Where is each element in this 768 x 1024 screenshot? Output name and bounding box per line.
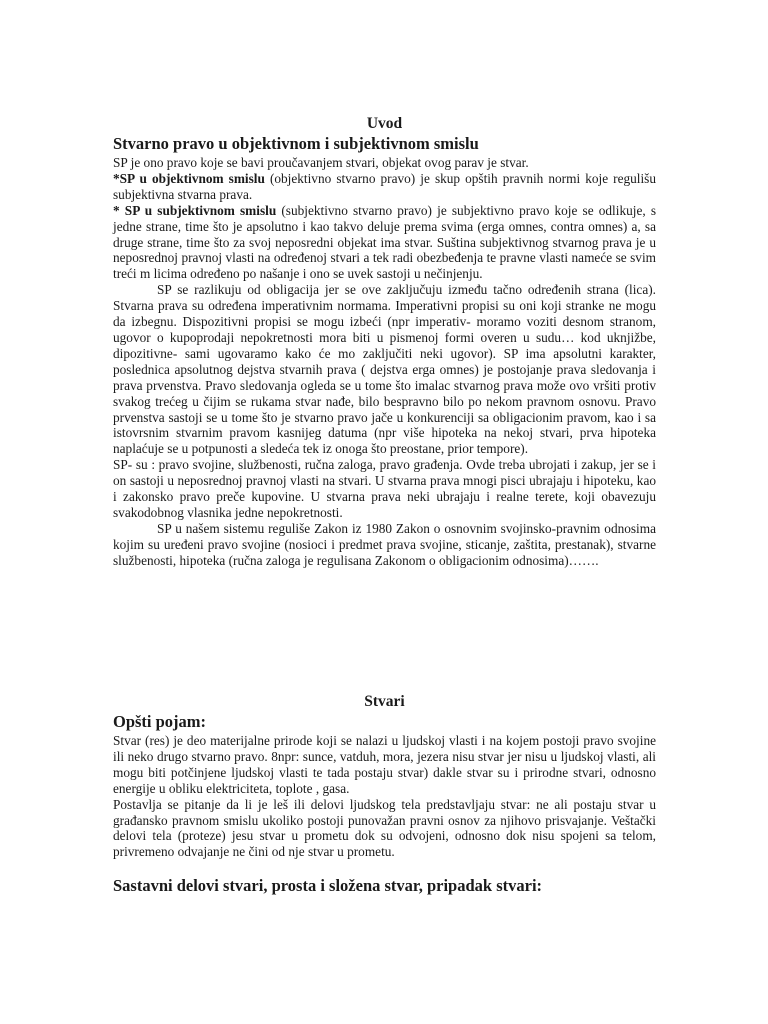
subjective-term: * SP u subjektivnom smislu: [113, 202, 277, 218]
section-title-stvari: Stvari: [364, 693, 405, 710]
objective-text: (objektivno stvarno pravo) je skup opštih pravnih normi koje regulišu subjektivna stvarna prava.: [113, 170, 656, 202]
objective-term: *SP u objektivnom smislu: [113, 170, 265, 186]
paragraph-definition: SP je ono pravo koje se bavi proučavanjem stvari, objekat ovog parav je stvar.: [113, 155, 529, 170]
section2-body: [113, 733, 656, 860]
paragraph-stvar: Stvar (res) je deo materijalne prirode koji se nalazi u ljudskoj vlasti i na kojem postoji pravo svojine ili neko drugo stvarno pravo. 8npr: sunce, vatduh, mora, jezera nisu stvar jer nisu u ljudskoj vlasti, ali mogu biti potčinjene ljudskoj vlasti te tada postaju stvar) dakle stvar su i prirodne stvari, odnosno energije u obliku elektriciteta, toplote , gasa.: [113, 733, 656, 796]
paragraph-obligations: SP se razlikuju od obligacija jer se ove zaključuju između tačno određenih strana (lica). Stvarna prava su određena imperativnim normama. Imperativni propisi su oni koji stranke ne mogu da izbegnu. Dispozitivni propisi se mogu izbeći (npr imperativ- moramo voziti desnom stranom, ugovor o kupoprodaji nepokretnosti mora biti u pismenoj formi overen u sudu… kod uknjižbe, dipozitivne- sami ugovaramo kako će mo zaključiti neki ugovor). SP ima apsolutni karakter, poslednica apsolutnog dejstva stvarnih prava ( dejstva erga omnes) je postojanje prava sledovanja i prava prvenstva. Pravo sledovanja ogleda se u tome što imalac stvarnog prava može ovo vršiti protiv svakog trećeg u čijim se rukama stvar nađe, bilo bespravno bilo po nekom pravnom osnovu. Pravo prvenstva sastoji se u tome što je stvarno pravo jače u konkurenciji sa obligacionim pravom, kao i sa istovrsnim stvarnim pravom kasnijeg datuma (npr više hipoteka na nekoj stvari, prva hipoteka naplaćuje se u potpunosti a sledeća tek iz onoga što preostane, prior tempore).: [113, 282, 656, 457]
paragraph-objective: [113, 171, 656, 203]
heading-opsti-pojam: Opšti pojam:: [113, 712, 207, 731]
subjective-text: (subjektivno stvarno pravo) je subjektivno pravo koje se odlikuje, s jedne strane, time što je apsolutno i kao takvo deluje prema svima (erga omnes, contra omnes) a, sa druge strane, time što za svoj neposredni objekat ima stvar. Suština subjektivnog stvarnog prava je u neposrednoj pravnoj vlasti na određenoj stvari a tek radi obezbeđenja te pravne vlasti nameće se svim treći m licima određeno po našanje i ono se uvek sastoji u nečinjenju.: [113, 202, 656, 282]
paragraph-subjective: [113, 203, 656, 283]
section-title-uvod: Uvod: [366, 115, 403, 132]
paragraph-types: SP- su : pravo svojine, službenosti, ručna zaloga, pravo građenja. Ovde treba ubrojati i zakup, jer se i on sastoji u neposrednoj pravnoj vlasti na stvari. U stvarna prava mnogi pisci ubrajaju i hipoteku, kao i zakonsko pravo preče kupovine. U stvarna prava neki ubrajaju i realne terete, koji obavezuju svakodobnog vlasnika jedne nepokretnosti.: [113, 457, 656, 520]
paragraph-law: SP u našem sistemu reguliše Zakon iz 1980 Zakon o osnovnim svojinsko-pravnim odnosima kojim su uređeni pravo svojine (nosioci i predmet prava svojine, sticanje, zaštita, prestanak), stvarne službenosti, hipoteka (ručna zaloga je regulisana Zakonom o obligacionim odnosima)…….: [113, 520, 656, 568]
paragraph-body-parts: Postavlja se pitanje da li je leš ili delovi ljudskog tela predstavljaju stvar: ne ali postaju stvar u građansko pravnom smislu ukoliko postoji punovažan pravni osnov za njihovo prisvajanje. Veštački delovi tela (proteze) jesu stvar u prometu dok su odvojeni, odnosno dok nisu spojeni sa telom, privremeno odvajanje ne čini od nje stvar u prometu.: [113, 796, 656, 860]
heading-stvarno-pravo: Stvarno pravo u objektivnom i subjektivnom smislu: [113, 134, 479, 153]
heading-sastavni-delovi: Sastavni delovi stvari, prosta i složena stvar, pripadak stvari:: [113, 876, 543, 895]
section1-body: [113, 155, 656, 569]
